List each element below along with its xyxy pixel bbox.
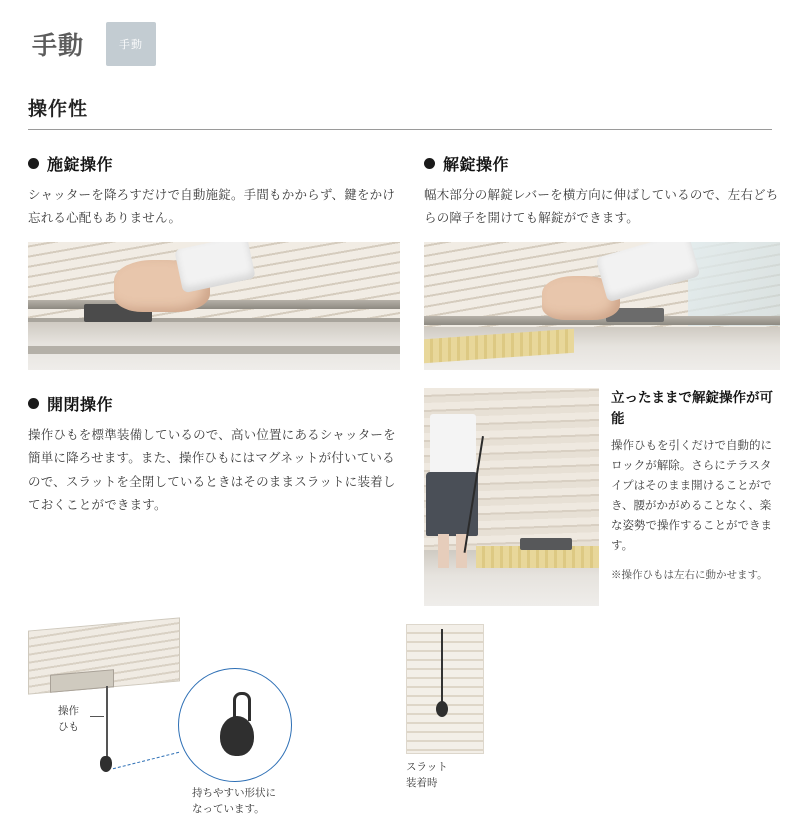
right-column: [424, 130, 781, 606]
lock-block-body: シャッターを降ろすだけで自動施錠。手間もかからず、鍵をかけ忘れる心配もありません。: [28, 188, 396, 226]
slat-attached-thumbnail-wrap: [406, 620, 486, 792]
slat-caption-line2: 装着時: [406, 777, 438, 789]
lock-block-title: 施錠操作: [47, 157, 114, 174]
cord-label-line1: 操作: [58, 705, 79, 718]
openclose-block-header: [28, 392, 400, 415]
openclose-block-title: 開閉操作: [47, 397, 114, 415]
diagram-cord-line: [106, 686, 108, 758]
bullet-icon: [28, 158, 39, 169]
left-column: [28, 130, 400, 606]
cord-label-leader: [90, 716, 104, 717]
rail-graphic-3: [28, 346, 400, 354]
content-columns: [28, 130, 779, 606]
section-title: 操作性: [28, 99, 89, 120]
standing-unlock-section: [424, 388, 781, 606]
person-leg-graphic: [438, 534, 449, 568]
slat-attached-thumbnail: [406, 624, 484, 754]
cord-diagram: [28, 620, 400, 815]
bottom-diagram-row: [28, 620, 772, 815]
glass-panel-graphic: [688, 242, 780, 326]
magnet-body-graphic: [220, 716, 254, 756]
page-header: [18, 0, 782, 76]
floor-lever-graphic: [520, 538, 572, 550]
slat-caption-line1: スラット: [406, 761, 448, 774]
note-title: 立ったままで解錠操作が可能: [611, 390, 773, 426]
callout-connector-line: [113, 752, 179, 769]
lock-block-header: [28, 152, 400, 175]
page-title: 手動: [32, 32, 85, 60]
unlock-block-header: [424, 152, 781, 175]
person-upper-body-graphic: [430, 414, 476, 476]
callout-caption: [192, 786, 312, 818]
photo-unlock-operation: [424, 242, 780, 370]
cord-label: [58, 704, 79, 736]
photo-lock-operation: [28, 242, 400, 370]
thumbnail-cord-graphic: [441, 629, 443, 703]
thumbnail-magnet-graphic: [436, 701, 448, 717]
note-body: 操作ひもを引くだけで自動的にロックが解除。さらにテラスタイプはそのまま開けることができ、腰がかがめることなく、楽な姿勢で操作することができます。: [611, 439, 772, 553]
callout-caption-line1: 持ちやすい形状に: [192, 787, 276, 800]
bullet-icon: [424, 158, 435, 169]
bullet-icon: [28, 398, 39, 409]
section-header: [28, 94, 772, 130]
footer-spacer: [18, 810, 782, 840]
diagram-cord-magnet: [100, 756, 112, 772]
cord-label-line2: ひも: [58, 721, 79, 733]
note-footnote: ※操作ひもは左右に動かせます。: [611, 568, 768, 581]
unlock-block-title: 解錠操作: [443, 157, 510, 174]
standing-unlock-note: [611, 388, 781, 606]
mode-chip: 手動: [106, 22, 156, 66]
openclose-block-body: 操作ひもを標準装備しているので、高い位置にあるシャッターを簡単に降ろせます。また、操作ひもにはマグネットが付いているので、スラットを全閉しているときはそのままスラットに装着しておくことができます。: [28, 428, 396, 512]
callout-caption-line2: なっています。: [192, 803, 265, 815]
unlock-block-body: 幅木部分の解錠レバーを横方向に伸ばしているので、左右どちらの障子を開けても解錠ができます。: [424, 188, 779, 226]
diagram-rail-box-graphic: [50, 669, 114, 693]
slat-thumbnail-caption: [406, 760, 486, 792]
photo-standing-operation: [424, 388, 599, 606]
